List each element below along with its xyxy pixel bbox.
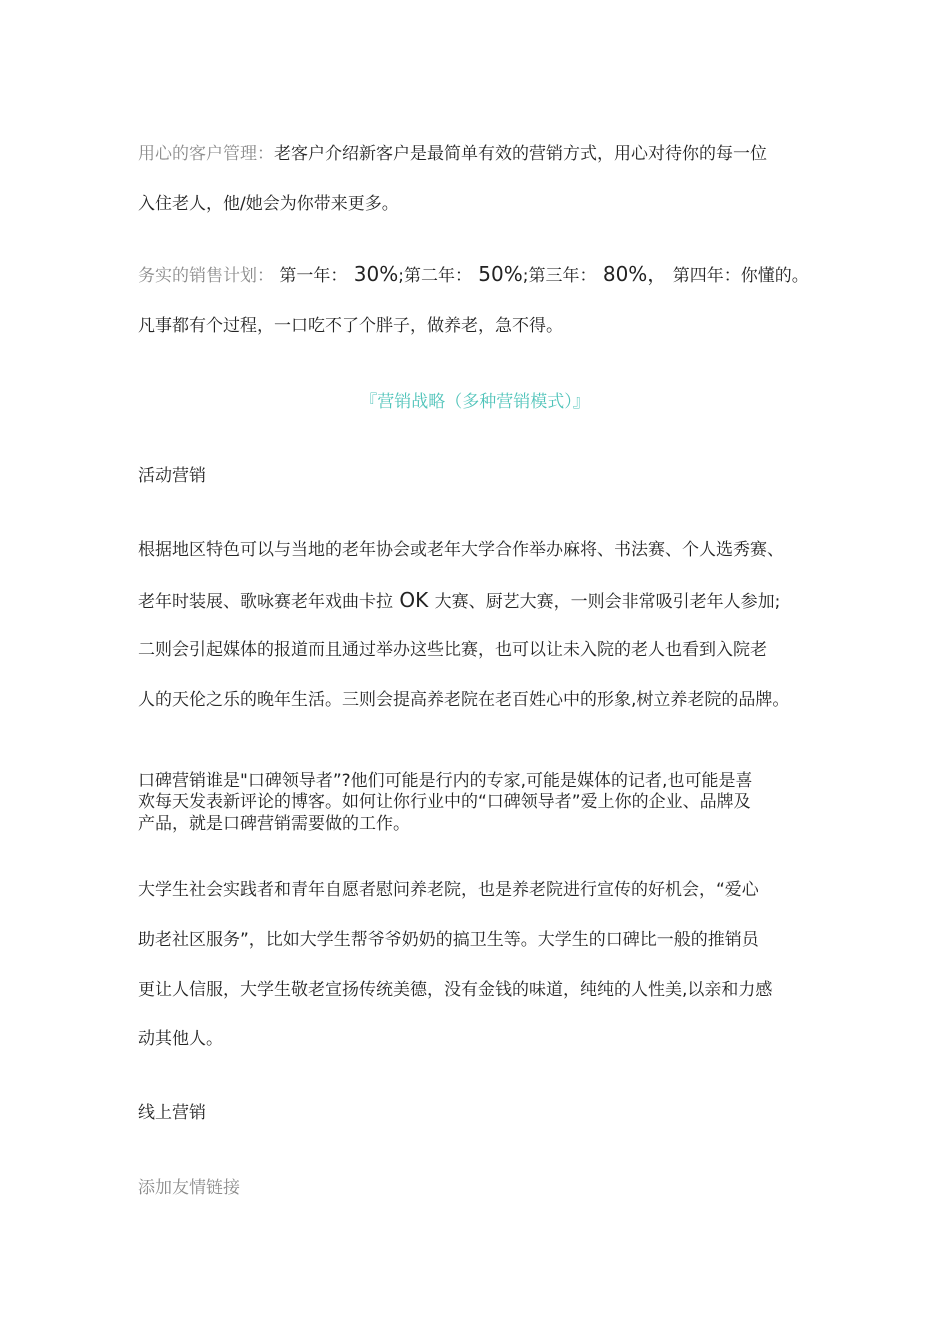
customer-management-line-2: 入住老人，他/她会为你带来更多。 [138, 194, 399, 214]
word-of-mouth-line-3: 产品，就是口碑营销需要做的工作。 [138, 814, 410, 834]
activity-line-4: 人的天伦之乐的晚年生活。三则会提高养老院在老百姓心中的形象,树立养老院的品牌。 [138, 690, 790, 710]
sales-plan-label: 务实的销售计划： [138, 266, 274, 286]
customer-management-line-1 [138, 143, 767, 165]
online-item-friendly-links: 添加友情链接 [138, 1178, 240, 1198]
students-line-2: 助老社区服务”，比如大学生帮爷爷奶奶的搞卫生等。大学生的口碑比一般的推销员 [138, 930, 759, 950]
students-line-1: 大学生社会实践者和青年自愿者慰问养老院，也是养老院进行宣传的好机会，“爱心 [138, 880, 759, 900]
sales-plan-year1-value: 30% [347, 262, 399, 286]
activity-line-1: 根据地区特色可以与当地的老年协会或老年大学合作举办麻将、书法赛、个人选秀赛、 [138, 540, 784, 560]
customer-management-text: 老客户介绍新客户是最简单有效的营销方式，用心对待你的每一位 [274, 144, 767, 164]
sales-plan-line-2: 凡事都有个过程，一口吃不了个胖子，做养老，急不得。 [138, 316, 563, 336]
sales-plan-year2: ;第二年： [398, 266, 472, 286]
students-line-3: 更让人信服，大学生敬老宣扬传统美德，没有金钱的味道，纯纯的人性美,以亲和力感 [138, 980, 773, 1000]
activity-line-2-part-b: 大赛、厨艺大赛，一则会非常吸引老年人参加; [434, 592, 781, 612]
activity-line-2-ok: OK [393, 588, 435, 612]
word-of-mouth-line-1: 口碑营销谁是"口碑领导者”?他们可能是行内的专家,可能是媒体的记者,也可能是喜 [138, 771, 753, 791]
activity-line-2-part-a: 老年时装展、歌咏赛老年戏曲卡拉 [138, 592, 393, 612]
sales-plan-year1: 第一年： [274, 266, 348, 286]
students-line-4: 动其他人。 [138, 1029, 223, 1049]
activity-line-3: 二则会引起媒体的报道而且通过举办这些比赛，也可以让未入院的老人也看到入院老 [138, 640, 767, 660]
customer-management-label: 用心的客户管理： [138, 144, 274, 164]
activity-line-2 [138, 589, 780, 613]
activity-marketing-title: 活动营销 [138, 466, 206, 486]
word-of-mouth-line-2: 欢每天发表新评论的博客。如何让你行业中的“口碑领导者”爱上你的企业、品牌及 [138, 792, 751, 812]
sales-plan-year4: 第四年：你懂的。 [667, 266, 809, 286]
strategy-heading: 『营销战略（多种营销模式）』 [360, 392, 590, 412]
sales-plan-year3: ;第三年： [522, 266, 597, 286]
sales-plan-year3-value: 80%， [596, 262, 668, 286]
sales-plan-year2-value: 50% [471, 262, 523, 286]
sales-plan-line-1 [138, 263, 809, 287]
online-marketing-title: 线上营销 [138, 1103, 206, 1123]
